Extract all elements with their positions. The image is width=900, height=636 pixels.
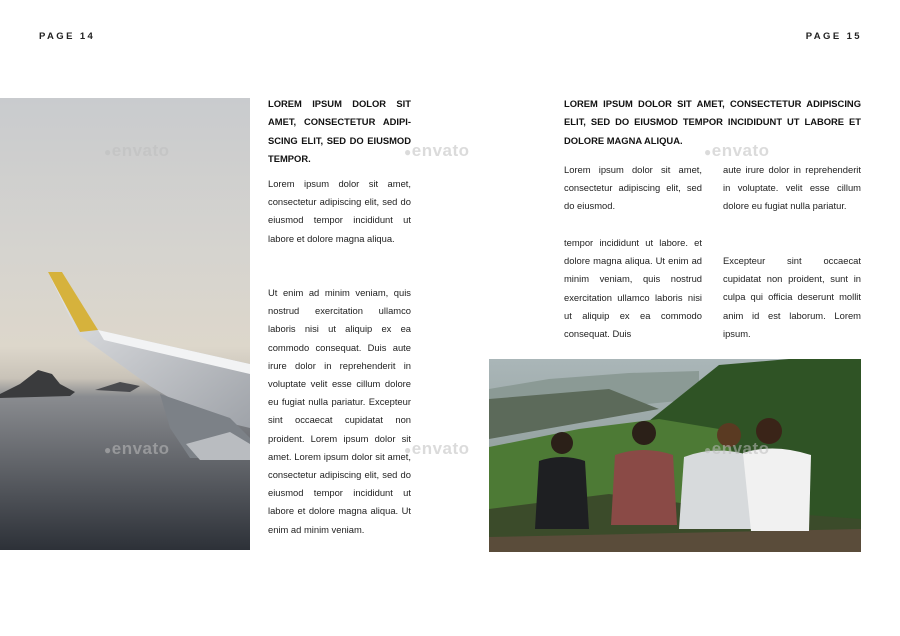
friends-on-hill-photo [489, 359, 861, 552]
watermark: ● envato [704, 439, 770, 459]
watermark: ● envato [704, 141, 770, 161]
right-col1-paragraph-1: Lorem ipsum dolor sit amet, consectetur adipiscing elit, sed do eiusmod. [564, 164, 702, 212]
watermark: ● envato [404, 439, 470, 459]
left-heading: LOREM IPSUM DOLOR SIT AMET, CONSECTETUR ADIPI-SCING ELIT, SED DO EIUSMOD TEMPOR. [268, 98, 411, 164]
right-col2-paragraph-1: aute irure dolor in reprehenderit in voluptate. velit esse cillum dolore eu fugiat nulla pariatur. [723, 164, 861, 212]
airplane-wing-photo [0, 98, 250, 550]
page-number-left: PAGE 14 [39, 31, 96, 42]
watermark: ● envato [404, 141, 470, 161]
watermark: ● envato [104, 141, 170, 161]
right-col1-paragraph-2: tempor incididunt ut labore. et dolore magna aliqua. Ut enim ad minim veniam, quis nostrud exercitation ullamco laboris nisi ut aliquip ex ea commodo consequat. Duis [564, 237, 702, 340]
right-col2-paragraph-2: Excepteur sint occaecat cupidatat non proident, sunt in culpa qui officia deserunt mollit anim id est laborum. Lorem ipsum. [723, 255, 861, 339]
left-paragraph-2: Ut enim ad minim veniam, quis nostrud exercitation ullamco laboris nisi ut aliquip ex ea commodo consequat. Duis aute irure dolor in reprehenderit in voluptate velit esse cillum dolore eu fugiat nulla pariatur. Excepteur sint occaecat cupidatat non proident. Lorem ipsum dolor sit amet. Lorem ipsum dolor sit amet, consectetur adipiscing elit, sed do eiusmod tempor incididunt ut labore et dolore magna aliqua. Ut enim ad minim veniam. [268, 287, 411, 535]
page-number-right: PAGE 15 [805, 31, 862, 42]
watermark: ● envato [104, 439, 170, 459]
left-paragraph-1: Lorem ipsum dolor sit amet, consectetur adipiscing elit, sed do eiusmod tempor incididunt ut labore et dolore magna aliqua. [268, 178, 411, 244]
right-heading: LOREM IPSUM DOLOR SIT AMET, CONSECTETUR ADIPISCING ELIT, SED DO EIUSMOD TEMPOR INCIDIDUNT UT LABORE ET DOLORE MAGNA ALIQUA. [564, 98, 861, 146]
